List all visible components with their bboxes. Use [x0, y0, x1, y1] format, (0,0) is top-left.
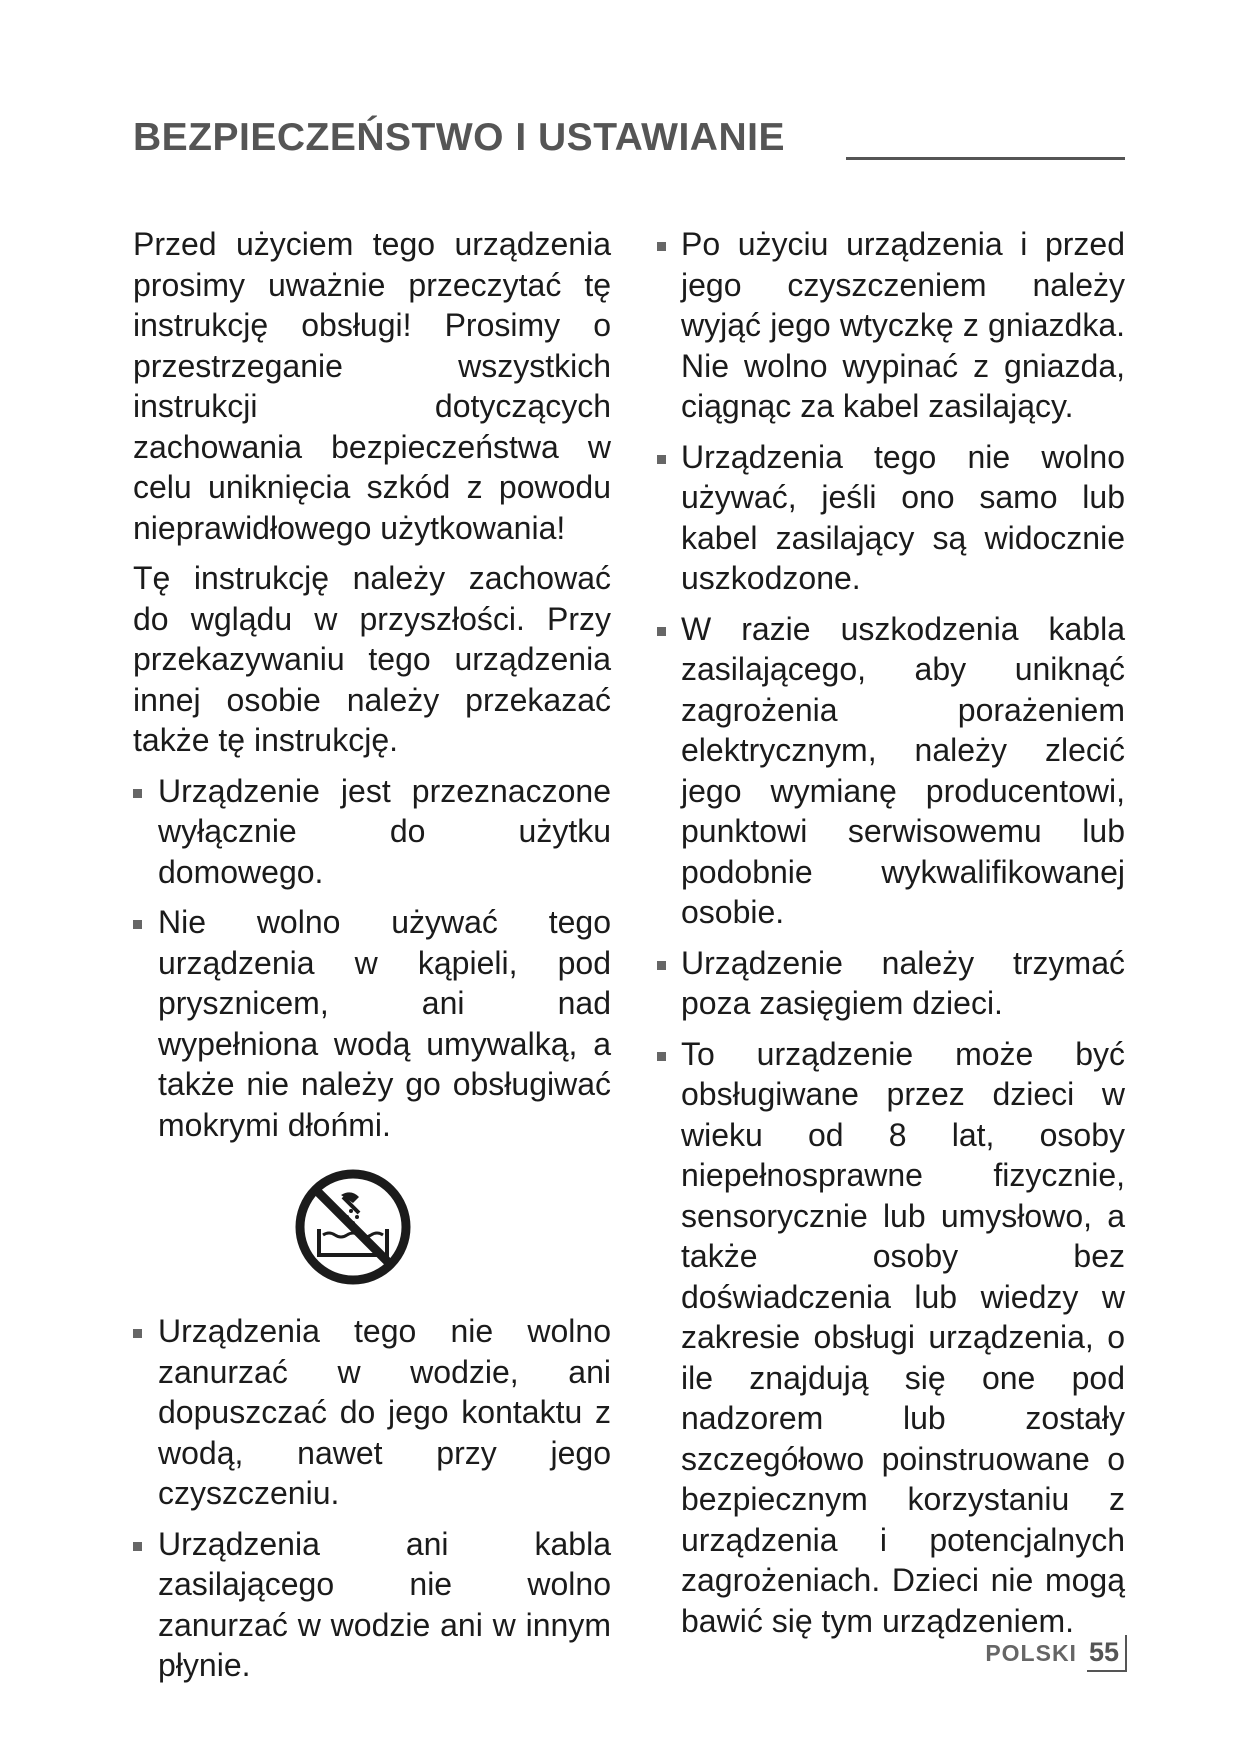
page-number: 55	[1087, 1635, 1127, 1672]
list-item-children-reach: Urządzenie należy trzymać poza zasięgiem dzieci.	[657, 943, 1125, 1024]
keep-instructions-paragraph: Tę instrukcję należy zachować do wglądu w przyszłości. Przy przekazywaniu tego urządzenia innej osobie należy przekazać także tę instrukcję.	[133, 560, 611, 758]
right-column	[657, 224, 1125, 1641]
page-title: BEZPIECZEŃSTWO I USTAWIANIE	[133, 116, 785, 159]
page-footer	[985, 1628, 1127, 1678]
list-item-no-liquid: Urządzenia ani kabla zasilającego nie wolno zanurzać w wodzie ani w innym płynie.	[133, 1524, 611, 1686]
list-item-supervision: To urządzenie może być obsługiwane przez dzieci w wieku od 8 lat, osoby niepełnosprawne fizycznie, sensorycznie lub umysłowo, a także osoby bez doświadczenia lub wiedzy w zakresie obsługi urządzenia, o ile znajdują się one pod nadzorem lub zostały szczegółowo poinstruowane o bezpiecznym korzystaniu z urządzenia i potencjalnych zagrożeniach. Dzieci nie mogą bawić się tym urządzeniem.	[657, 1034, 1125, 1642]
list-item-cable-replacement: W razie uszkodzenia kabla zasilającego, aby uniknąć zagrożenia porażeniem elektrycznym, należy zlecić jego wymianę producentowi, punktowi serwisowemu lub podobnie wykwalifikowanej osobie.	[657, 609, 1125, 933]
list-item-unplug: Po użyciu urządzenia i przed jego czyszczeniem należy wyjąć jego wtyczkę z gniazdka. Nie wolno wypinać z gniazda, ciągnąc za kabel zasilający.	[657, 224, 1125, 427]
intro-paragraph: Przed użyciem tego urządzenia prosimy uważnie przeczytać tę instrukcję obsługi! Prosimy o przestrzeganie wszystkich instrukcji dotyczących zachowania bezpieczeństwa w celu uniknięcia szkód z powodu nieprawidłowego użytkowania!	[133, 226, 611, 546]
list-item-damaged: Urządzenia tego nie wolno używać, jeśli ono samo lub kabel zasilający są widocznie uszkodzone.	[657, 437, 1125, 599]
list-item-no-immersion: Urządzenia tego nie wolno zanurzać w wodzie, ani dopuszczać do jego kontaktu z wodą, nawet przy jego czyszczeniu.	[133, 1311, 611, 1514]
left-column	[133, 224, 611, 1686]
list-item-household-use: Urządzenie jest przeznaczone wyłącznie do użytku domowego.	[133, 771, 611, 893]
header-rule	[846, 157, 1125, 160]
list-item-no-bath-use: Nie wolno używać tego urządzenia w kąpieli, pod prysznicem, ani nad wypełniona wodą umywalką, a także nie należy go obsługiwać mokrymi dłońmi.	[133, 902, 611, 1145]
no-use-in-bath-icon	[293, 1167, 413, 1287]
footer-language: POLSKI	[985, 1639, 1077, 1666]
page-header	[133, 112, 1125, 164]
